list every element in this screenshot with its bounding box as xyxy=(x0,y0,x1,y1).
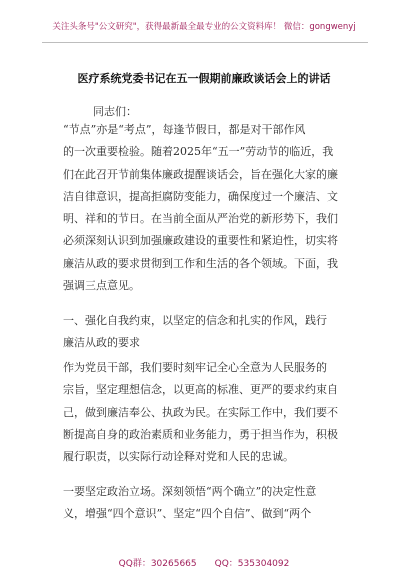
qq-group-number: QQ群：30265665 xyxy=(118,559,197,569)
text-line: 洁自律意识，提高拒腐防变能力，确保度过一个廉洁、文 xyxy=(63,189,338,203)
text-line: 宗旨，坚定理想信念，以更高的标准、更严的要求约束自 xyxy=(63,383,338,397)
text-line: “节点”亦是“考点”，每逢节假日，都是对干部作风 xyxy=(63,123,306,136)
paragraph-body xyxy=(63,357,348,468)
text-line: 的一次重要检验。随着2025年“五一”劳动节的临近，我 xyxy=(63,145,334,159)
text-line: 廉洁从政的要求 xyxy=(63,336,140,350)
text-line: 们在此召开节前集体廉政提醒谈话会，旨在强化大家的廉 xyxy=(63,167,338,181)
text-line: 一要坚定政治立场。深刻领悟“两个确立”的决定性意 xyxy=(63,485,317,498)
text-line: 己，做到廉洁奉公、执政为民。在实际工作中，我们要不 xyxy=(63,405,338,419)
text-line: 作为党员干部，我们要时刻牢记全心全意为人民服务的 xyxy=(63,361,327,374)
section-heading-1 xyxy=(63,310,348,355)
text-line: 履行职责，以实际行动诠释对党和人民的忠诚。 xyxy=(63,450,294,464)
header-divider xyxy=(42,42,368,43)
text-line: 义，增强“四个意识”、坚定“四个自信”、做到“两个 xyxy=(63,507,312,521)
qq-number: QQ：535304092 xyxy=(214,559,290,569)
text-line: 强调三点意见。 xyxy=(63,279,140,293)
promo-footer xyxy=(0,556,408,569)
text-line: 廉洁从政的要求贯彻到工作和生活的各个领域。下面，我 xyxy=(63,256,338,270)
text-line: 断提高自身的政治素质和业务能力，勇于担当作为，积极 xyxy=(63,427,338,441)
document-title: 医疗系统党委书记在五一假期前廉政谈话会上的讲话 xyxy=(77,72,331,85)
promo-header: 关注头条号"公文研究"，获得最新最全最专业的公文资料库！ 微信：gongwenyj xyxy=(52,22,356,32)
text-line: 明、祥和的节日。在当前全面从严治党的新形势下，我们 xyxy=(63,212,338,226)
paragraph-opening xyxy=(63,119,348,297)
text-line: 一、强化自我约束，以坚定的信念和扎实的作风，践行 xyxy=(63,314,327,327)
greeting: 同志们： xyxy=(93,105,137,118)
text-line: 必须深刻认识到加强廉政建设的重要性和紧迫性，切实将 xyxy=(63,234,338,248)
paragraph-political-stance xyxy=(63,481,348,526)
